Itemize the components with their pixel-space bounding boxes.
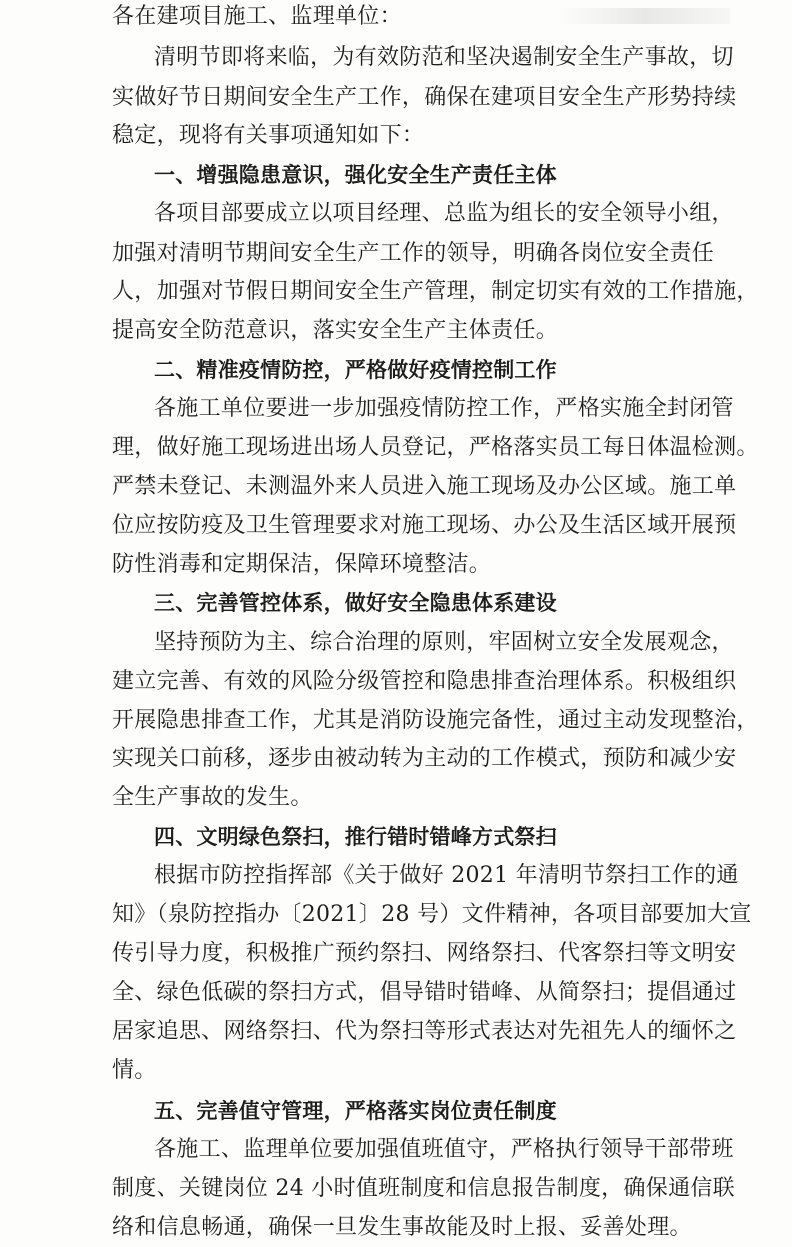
section-heading: 三、完善管控体系，做好安全隐患体系建设 xyxy=(154,591,557,616)
paragraph-line: 坚持预防为主、综合治理的原则，牢固树立安全发展观念， xyxy=(154,629,734,655)
section-heading: 四、文明绿色祭扫，推行错时错峰方式祭扫 xyxy=(154,825,557,849)
paragraph-line: 制度、关键岗位 24 小时值班制度和信息报告制度，确保通信联 xyxy=(112,1175,735,1201)
paragraph-line: 防性消毒和定期保洁，保障环境整洁。 xyxy=(112,552,492,578)
paragraph-line: 居家追思、网络祭扫、代为祭扫等形式表达对先祖先人的缅怀之 xyxy=(112,1018,737,1044)
paragraph-line: 理，做好施工现场进出场人员登记，严格落实员工每日体温检测。 xyxy=(112,435,759,460)
paragraph-line: 位应按防疫及卫生管理要求对施工现场、办公及生活区域开展预 xyxy=(112,513,737,539)
section-heading: 二、精准疫情防控，严格做好疫情控制工作 xyxy=(154,357,557,382)
paragraph-line: 加强对清明节期间安全生产工作的领导，明确各岗位安全责任 xyxy=(112,240,715,266)
paragraph-line: 各施工单位要进一步加强疫情防控工作，严格实施全封闭管 xyxy=(154,395,734,421)
paragraph-line: 建立完善、有效的风险分级管控和隐患排查治理体系。积极组织 xyxy=(112,668,737,694)
paragraph-line: 人，加强对节假日期间安全生产管理，制定切实有效的工作措施， xyxy=(112,278,759,304)
paragraph-line: 络和信息畅通，确保一旦发生事故能及时上报、妥善处理。 xyxy=(112,1215,692,1240)
paragraph-line: 严禁未登记、未测温外来人员进入施工现场及办公区域。施工单 xyxy=(112,474,737,500)
paragraph-line: 各项目部要成立以项目经理、总监为组长的安全领导小组， xyxy=(154,201,734,227)
intro-line: 稳定，现将有关事项通知如下： xyxy=(112,123,425,149)
paragraph-line: 全生产事故的发生。 xyxy=(112,785,313,810)
paragraph-line: 情。 xyxy=(112,1057,157,1083)
paragraph-line: 开展隐患排查工作，尤其是消防设施完备性，通过主动发现整治， xyxy=(112,707,759,733)
paragraph-line: 根据市防控指挥部《关于做好 2021 年清明节祭扫工作的通 xyxy=(154,863,739,889)
section-heading: 五、完善值守管理，严格落实岗位责任制度 xyxy=(154,1098,557,1123)
paragraph-line: 各施工、监理单位要加强值班值守，严格执行领导干部带班 xyxy=(154,1136,734,1162)
paragraph-line: 实现关口前移，逐步由被动转为主动的工作模式，预防和减少安 xyxy=(112,745,737,771)
section-heading: 一、增强隐患意识，强化安全生产责任主体 xyxy=(154,163,557,188)
intro-line: 实做好节日期间安全生产工作，确保在建项目安全生产形势持续 xyxy=(112,85,737,111)
paragraph-line: 全、绿色低碳的祭扫方式，倡导错时错峰、从简祭扫；提倡通过 xyxy=(112,980,737,1006)
intro-line: 清明节即将来临，为有效防范和坚决遏制安全生产事故，切 xyxy=(154,45,734,70)
paragraph-line: 知》（泉防控指办〔2021〕28 号）文件精神，各项目部要加大宣 xyxy=(112,902,752,928)
salutation: 各在建项目施工、监理单位： xyxy=(112,4,402,29)
paragraph-line: 传引导力度，积极推广预约祭扫、网络祭扫、代客祭扫等文明安 xyxy=(112,941,737,967)
paragraph-line: 提高安全防范意识，落实安全生产主体责任。 xyxy=(112,317,559,343)
show-through-shadow xyxy=(560,8,730,24)
